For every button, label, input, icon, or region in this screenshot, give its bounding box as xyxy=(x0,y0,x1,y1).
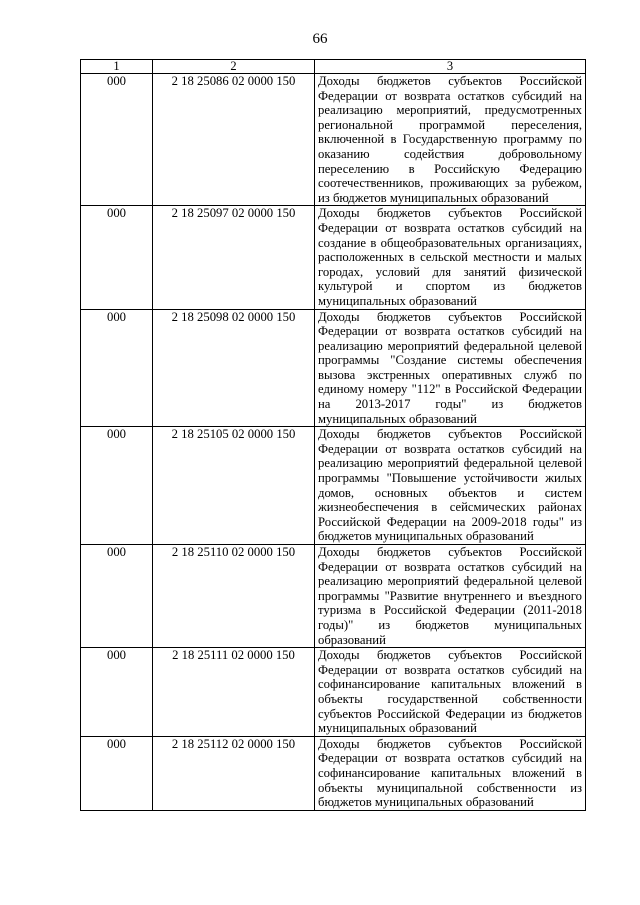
admin-code-cell: 000 xyxy=(81,736,153,810)
table-row xyxy=(81,309,586,427)
table-header-row xyxy=(81,60,586,74)
table-row xyxy=(81,736,586,810)
description-cell: Доходы бюджетов субъектов Российской Федерации от возврата остатков субсидий на реализацию мероприятий федеральной целевой программы "Повышение устойчивости жилых домов, основных объектов и систем жизнеобеспечения в сейсмических районах Российской Федерации на 2009-2018 годы" из бюджетов муниципальных образований xyxy=(315,427,586,545)
page-number: 66 xyxy=(312,31,328,47)
admin-code-cell: 000 xyxy=(81,545,153,648)
kbk-code-cell: 2 18 25097 02 0000 150 xyxy=(153,206,315,309)
table-row xyxy=(81,74,586,206)
kbk-code-cell: 2 18 25111 02 0000 150 xyxy=(153,648,315,737)
admin-code-cell: 000 xyxy=(81,74,153,206)
table-row xyxy=(81,648,586,737)
kbk-code-cell: 2 18 25105 02 0000 150 xyxy=(153,427,315,545)
description-cell: Доходы бюджетов субъектов Российской Федерации от возврата остатков субсидий на создание в общеобразовательных организациях, расположенных в сельской местности и малых городах, условий для занятий физической культурой и спортом из бюджетов муниципальных образований xyxy=(315,206,586,309)
column-header-2: 2 xyxy=(153,60,315,74)
description-cell: Доходы бюджетов субъектов Российской Федерации от возврата остатков субсидий на софинансирование капитальных вложений в объекты государственной собственности субъектов Российской Федерации из бюджетов муниципальных образований xyxy=(315,648,586,737)
admin-code-cell: 000 xyxy=(81,206,153,309)
admin-code-cell: 000 xyxy=(81,309,153,427)
table-row xyxy=(81,206,586,309)
description-cell: Доходы бюджетов субъектов Российской Федерации от возврата остатков субсидий на реализацию мероприятий, предусмотренных региональной программой переселения, включенной в Государственную программу по оказанию содействия добровольному переселению в Российскую Федерацию соотечественников, проживающих за рубежом, из бюджетов муниципальных образований xyxy=(315,74,586,206)
kbk-code-cell: 2 18 25098 02 0000 150 xyxy=(153,309,315,427)
kbk-code-cell: 2 18 25112 02 0000 150 xyxy=(153,736,315,810)
column-header-3: 3 xyxy=(315,60,586,74)
kbk-code-cell: 2 18 25086 02 0000 150 xyxy=(153,74,315,206)
column-header-1: 1 xyxy=(81,60,153,74)
table-row xyxy=(81,427,586,545)
description-cell: Доходы бюджетов субъектов Российской Федерации от возврата остатков субсидий на софинансирование капитальных вложений в объекты муниципальной собственности из бюджетов муниципальных образований xyxy=(315,736,586,810)
kbk-code-cell: 2 18 25110 02 0000 150 xyxy=(153,545,315,648)
description-cell: Доходы бюджетов субъектов Российской Федерации от возврата остатков субсидий на реализацию мероприятий федеральной целевой программы "Развитие внутреннего и въездного туризма в Российской Федерации (2011-2018 годы)" из бюджетов муниципальных образований xyxy=(315,545,586,648)
table-row xyxy=(81,545,586,648)
description-cell: Доходы бюджетов субъектов Российской Федерации от возврата остатков субсидий на реализацию мероприятий федеральной целевой программы "Создание системы обеспечения вызова экстренных оперативных служб по единому номеру "112" в Российской Федерации на 2013-2017 годы" из бюджетов муниципальных образований xyxy=(315,309,586,427)
admin-code-cell: 000 xyxy=(81,648,153,737)
budget-classification-table xyxy=(80,59,586,811)
admin-code-cell: 000 xyxy=(81,427,153,545)
